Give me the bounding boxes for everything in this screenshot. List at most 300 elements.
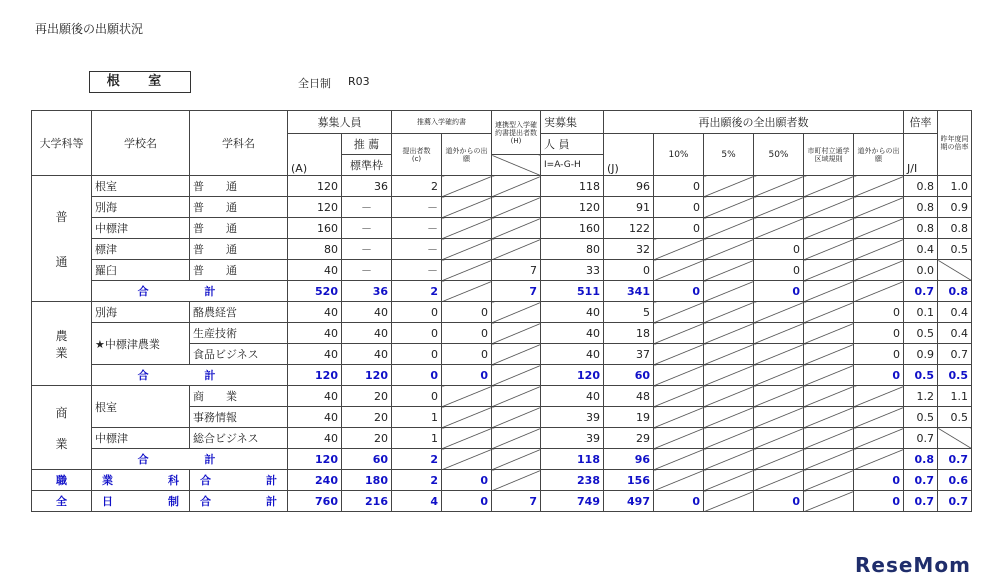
subtotal-label: 合 計 bbox=[92, 449, 288, 470]
school-cell: ★中標津農業 bbox=[92, 323, 190, 365]
prev-cell: 0.5 bbox=[938, 365, 972, 386]
blank-cell bbox=[754, 449, 804, 470]
p50-cell: 0 bbox=[754, 491, 804, 512]
resemom-logo: ReseMom bbox=[855, 553, 971, 577]
j-cell: 91 bbox=[604, 197, 654, 218]
header-school: 学校名 bbox=[92, 111, 190, 176]
b-cell: 216 bbox=[342, 491, 392, 512]
j-cell: 18 bbox=[604, 323, 654, 344]
a-cell: 80 bbox=[288, 239, 342, 260]
blank-cell bbox=[442, 386, 492, 407]
blank-cell bbox=[754, 344, 804, 365]
b-cell: 40 bbox=[342, 302, 392, 323]
blank-cell bbox=[854, 449, 904, 470]
p10-cell: 0 bbox=[654, 176, 704, 197]
table-row bbox=[32, 386, 972, 407]
header-ratio: 倍率 bbox=[904, 111, 938, 134]
header-all-applicants: 再出願後の全出願者数 bbox=[604, 111, 904, 134]
blank-cell bbox=[442, 176, 492, 197]
grand-total-row bbox=[32, 491, 972, 512]
j-cell: 48 bbox=[604, 386, 654, 407]
b-cell: 60 bbox=[342, 449, 392, 470]
blank-cell bbox=[854, 260, 904, 281]
school-cell: 中標津 bbox=[92, 218, 190, 239]
school-cell: 羅臼 bbox=[92, 260, 190, 281]
blank-cell bbox=[492, 176, 541, 197]
j-cell: 497 bbox=[604, 491, 654, 512]
subject-cell: 生産技術 bbox=[190, 323, 288, 344]
blank-cell bbox=[442, 239, 492, 260]
b-cell: － bbox=[342, 197, 392, 218]
blank-cell bbox=[442, 428, 492, 449]
j-cell: 96 bbox=[604, 176, 654, 197]
j-cell: 5 bbox=[604, 302, 654, 323]
blank-cell bbox=[704, 365, 754, 386]
prev-cell: 0.7 bbox=[938, 449, 972, 470]
blank-cell bbox=[442, 260, 492, 281]
j-cell: 341 bbox=[604, 281, 654, 302]
i-cell: 80 bbox=[541, 239, 604, 260]
j-cell: 29 bbox=[604, 428, 654, 449]
blank-cell bbox=[804, 197, 854, 218]
page-title: 再出願後の出願状況 bbox=[35, 22, 144, 36]
i-cell: 118 bbox=[541, 449, 604, 470]
blank-cell bbox=[654, 239, 704, 260]
ji-cell: 0.5 bbox=[904, 365, 938, 386]
subject-cell: 普 通 bbox=[190, 197, 288, 218]
header-ratio-ji: J/I bbox=[904, 134, 938, 176]
prev-cell: 0.8 bbox=[938, 218, 972, 239]
prev-cell: 0.8 bbox=[938, 281, 972, 302]
b-cell: 36 bbox=[342, 281, 392, 302]
c-cell: 2 bbox=[392, 176, 442, 197]
h-cell: 7 bbox=[492, 491, 541, 512]
a-cell: 120 bbox=[288, 176, 342, 197]
i-cell: 40 bbox=[541, 386, 604, 407]
header-consecutive: 連携型入学確約書提出者数(H) bbox=[492, 111, 541, 155]
blank-cell bbox=[754, 365, 804, 386]
a-cell: 520 bbox=[288, 281, 342, 302]
blank-cell bbox=[492, 239, 541, 260]
blank-cell bbox=[704, 449, 754, 470]
j-cell: 156 bbox=[604, 470, 654, 491]
b-cell: 40 bbox=[342, 323, 392, 344]
ji-cell: 0.0 bbox=[904, 260, 938, 281]
b-cell: 36 bbox=[342, 176, 392, 197]
ji-cell: 0.4 bbox=[904, 239, 938, 260]
i-cell: 40 bbox=[541, 302, 604, 323]
b-cell: － bbox=[342, 218, 392, 239]
category-futsu: 普 通 bbox=[32, 176, 92, 302]
c-cell: 0 bbox=[392, 323, 442, 344]
blank-cell bbox=[804, 218, 854, 239]
d-cell: 0 bbox=[442, 302, 492, 323]
c-cell: 2 bbox=[392, 281, 442, 302]
c-cell: － bbox=[392, 197, 442, 218]
year-label: R03 bbox=[348, 75, 370, 88]
blank-cell bbox=[492, 470, 541, 491]
table-row bbox=[32, 197, 972, 218]
blank-cell bbox=[704, 491, 754, 512]
school-cell: 根室 bbox=[92, 176, 190, 197]
header-rec-limit: 推 薦 bbox=[342, 134, 392, 155]
table-row bbox=[32, 323, 972, 344]
i-cell: 40 bbox=[541, 344, 604, 365]
blank-cell bbox=[492, 386, 541, 407]
blank-cell bbox=[654, 449, 704, 470]
blank-cell bbox=[804, 428, 854, 449]
p50-cell: 0 bbox=[754, 281, 804, 302]
ji-cell: 0.7 bbox=[904, 491, 938, 512]
blank-cell bbox=[704, 197, 754, 218]
i-cell: 160 bbox=[541, 218, 604, 239]
subject-cell: 普 通 bbox=[190, 218, 288, 239]
blank-cell bbox=[704, 176, 754, 197]
d-cell: 0 bbox=[442, 323, 492, 344]
subtotal-row bbox=[32, 365, 972, 386]
subject-cell: 普 通 bbox=[190, 239, 288, 260]
prev-cell: 0.7 bbox=[938, 491, 972, 512]
subject-cell: 食品ビジネス bbox=[190, 344, 288, 365]
blank-cell bbox=[492, 344, 541, 365]
d-cell: 0 bbox=[442, 470, 492, 491]
header-submitters: 提出者数 (c) bbox=[392, 134, 442, 176]
i-cell: 33 bbox=[541, 260, 604, 281]
blank-cell bbox=[754, 197, 804, 218]
blank-cell bbox=[492, 365, 541, 386]
prev-cell: 0.9 bbox=[938, 197, 972, 218]
o-cell: 0 bbox=[854, 470, 904, 491]
blank-cell bbox=[704, 239, 754, 260]
c-cell: 2 bbox=[392, 449, 442, 470]
blank-cell bbox=[804, 491, 854, 512]
blank-cell bbox=[654, 386, 704, 407]
c-cell: － bbox=[392, 260, 442, 281]
prev-cell: 0.7 bbox=[938, 344, 972, 365]
blank-cell bbox=[654, 428, 704, 449]
blank-cell bbox=[492, 428, 541, 449]
header-municipal: 市町村立通学区域規則 bbox=[804, 134, 854, 176]
i-cell: 120 bbox=[541, 365, 604, 386]
header-recruit: 募集人員 bbox=[288, 111, 392, 134]
b-cell: － bbox=[342, 260, 392, 281]
school-cell: 根室 bbox=[92, 386, 190, 428]
p10-cell: 0 bbox=[654, 218, 704, 239]
blank-cell bbox=[654, 260, 704, 281]
p10-cell: 0 bbox=[654, 491, 704, 512]
blank-cell bbox=[754, 302, 804, 323]
header-h-blank bbox=[492, 155, 541, 176]
p50-cell: 0 bbox=[754, 260, 804, 281]
i-cell: 511 bbox=[541, 281, 604, 302]
ji-cell: 0.7 bbox=[904, 470, 938, 491]
blank-cell bbox=[754, 407, 804, 428]
b-cell: 120 bbox=[342, 365, 392, 386]
total-label: 合 計 bbox=[190, 470, 288, 491]
ji-cell: 0.1 bbox=[904, 302, 938, 323]
blank-cell bbox=[704, 386, 754, 407]
c-cell: 1 bbox=[392, 428, 442, 449]
ji-cell: 0.5 bbox=[904, 323, 938, 344]
p10-cell: 0 bbox=[654, 281, 704, 302]
subject-cell: 商 業 bbox=[190, 386, 288, 407]
category-nogyo: 農 業 bbox=[32, 302, 92, 386]
subtotal-label: 合 計 bbox=[92, 281, 288, 302]
blank-cell bbox=[754, 323, 804, 344]
subject-cell: 普 通 bbox=[190, 260, 288, 281]
table-row bbox=[32, 239, 972, 260]
i-cell: 238 bbox=[541, 470, 604, 491]
blank-cell bbox=[442, 218, 492, 239]
c-cell: － bbox=[392, 218, 442, 239]
blank-cell bbox=[442, 449, 492, 470]
course-label: 全日制 bbox=[298, 77, 331, 90]
blank-cell bbox=[754, 218, 804, 239]
a-cell: 40 bbox=[288, 344, 342, 365]
i-cell: 749 bbox=[541, 491, 604, 512]
a-cell: 40 bbox=[288, 302, 342, 323]
ji-cell: 0.8 bbox=[904, 176, 938, 197]
o-cell: 0 bbox=[854, 323, 904, 344]
a-cell: 240 bbox=[288, 470, 342, 491]
blank-cell bbox=[442, 281, 492, 302]
c-cell: 0 bbox=[392, 386, 442, 407]
blank-cell bbox=[704, 323, 754, 344]
prev-cell: 0.4 bbox=[938, 323, 972, 344]
blank-cell bbox=[804, 344, 854, 365]
header-subject: 学科名 bbox=[190, 111, 288, 176]
b-cell: 20 bbox=[342, 407, 392, 428]
subtotal-label: 合 計 bbox=[92, 365, 288, 386]
blank-cell bbox=[804, 407, 854, 428]
j-cell: 96 bbox=[604, 449, 654, 470]
total-label: 合 計 bbox=[190, 491, 288, 512]
blank-cell bbox=[704, 281, 754, 302]
a-cell: 120 bbox=[288, 365, 342, 386]
ji-cell: 0.7 bbox=[904, 281, 938, 302]
header-university: 大学科等 bbox=[32, 111, 92, 176]
j-cell: 0 bbox=[604, 260, 654, 281]
header-actual-recruit-2: 人 員 bbox=[541, 134, 604, 155]
c-cell: 0 bbox=[392, 365, 442, 386]
subject-cell: 普 通 bbox=[190, 176, 288, 197]
blank-cell bbox=[704, 260, 754, 281]
blank-cell bbox=[442, 407, 492, 428]
blank-cell bbox=[754, 470, 804, 491]
total-label: 全 bbox=[32, 491, 92, 512]
subject-cell: 事務情報 bbox=[190, 407, 288, 428]
b-cell: 20 bbox=[342, 428, 392, 449]
header-actual-recruit: 実募集 bbox=[541, 111, 604, 134]
c-cell: 0 bbox=[392, 344, 442, 365]
blank-cell bbox=[654, 344, 704, 365]
blank-cell bbox=[754, 428, 804, 449]
table-row bbox=[32, 218, 972, 239]
j-cell: 122 bbox=[604, 218, 654, 239]
table-row bbox=[32, 260, 972, 281]
header-p10: 10% bbox=[654, 134, 704, 176]
prev-cell: 0.5 bbox=[938, 239, 972, 260]
school-cell: 標津 bbox=[92, 239, 190, 260]
subject-cell: 総合ビジネス bbox=[190, 428, 288, 449]
subtotal-row bbox=[32, 449, 972, 470]
blank-cell bbox=[654, 407, 704, 428]
blank-cell bbox=[804, 260, 854, 281]
ji-cell: 0.8 bbox=[904, 218, 938, 239]
blank-cell bbox=[804, 365, 854, 386]
a-cell: 40 bbox=[288, 428, 342, 449]
i-cell: 39 bbox=[541, 428, 604, 449]
blank-cell bbox=[854, 197, 904, 218]
p10-cell: 0 bbox=[654, 197, 704, 218]
h-cell: 7 bbox=[492, 281, 541, 302]
header-p50: 50% bbox=[754, 134, 804, 176]
a-cell: 120 bbox=[288, 449, 342, 470]
i-cell: 39 bbox=[541, 407, 604, 428]
blank-cell bbox=[492, 449, 541, 470]
j-cell: 32 bbox=[604, 239, 654, 260]
b-cell: 40 bbox=[342, 344, 392, 365]
blank-cell bbox=[754, 176, 804, 197]
school-cell: 中標津 bbox=[92, 428, 190, 449]
blank-cell bbox=[704, 407, 754, 428]
vocational-total-row bbox=[32, 470, 972, 491]
blank-cell bbox=[854, 218, 904, 239]
blank-cell bbox=[654, 302, 704, 323]
j-cell: 60 bbox=[604, 365, 654, 386]
header-p5: 5% bbox=[704, 134, 754, 176]
header-formula: I=A-G-H bbox=[541, 155, 604, 176]
blank-cell bbox=[654, 470, 704, 491]
blank-cell bbox=[704, 470, 754, 491]
blank-cell bbox=[938, 428, 972, 449]
d-cell: 0 bbox=[442, 344, 492, 365]
o-cell: 0 bbox=[854, 365, 904, 386]
blank-cell bbox=[804, 470, 854, 491]
region-label: 根 室 bbox=[89, 71, 191, 93]
prev-cell: 1.0 bbox=[938, 176, 972, 197]
o-cell: 0 bbox=[854, 491, 904, 512]
header-rec-entry: 推薦入学確約書 bbox=[392, 111, 492, 134]
j-cell: 37 bbox=[604, 344, 654, 365]
blank-cell bbox=[854, 407, 904, 428]
prev-cell: 0.6 bbox=[938, 470, 972, 491]
blank-cell bbox=[854, 239, 904, 260]
b-cell: 180 bbox=[342, 470, 392, 491]
ji-cell: 0.8 bbox=[904, 197, 938, 218]
o-cell: 0 bbox=[854, 344, 904, 365]
table-row bbox=[32, 176, 972, 197]
a-cell: 760 bbox=[288, 491, 342, 512]
prev-cell: 1.1 bbox=[938, 386, 972, 407]
blank-cell bbox=[938, 260, 972, 281]
header-outside-2: 道外からの出願 bbox=[854, 134, 904, 176]
ji-cell: 0.7 bbox=[904, 428, 938, 449]
table-row bbox=[32, 302, 972, 323]
school-cell: 別海 bbox=[92, 302, 190, 323]
blank-cell bbox=[704, 344, 754, 365]
ji-cell: 0.8 bbox=[904, 449, 938, 470]
blank-cell bbox=[704, 302, 754, 323]
i-cell: 120 bbox=[541, 197, 604, 218]
c-cell: － bbox=[392, 239, 442, 260]
blank-cell bbox=[492, 197, 541, 218]
total-label: 業 科 bbox=[92, 470, 190, 491]
ji-cell: 1.2 bbox=[904, 386, 938, 407]
blank-cell bbox=[804, 176, 854, 197]
a-cell: 120 bbox=[288, 197, 342, 218]
blank-cell bbox=[854, 176, 904, 197]
h-cell: 7 bbox=[492, 260, 541, 281]
subtotal-row bbox=[32, 281, 972, 302]
blank-cell bbox=[492, 218, 541, 239]
blank-cell bbox=[804, 323, 854, 344]
header-outside: 道外からの出願 bbox=[442, 134, 492, 176]
d-cell: 0 bbox=[442, 491, 492, 512]
blank-cell bbox=[492, 302, 541, 323]
school-cell: 別海 bbox=[92, 197, 190, 218]
a-cell: 40 bbox=[288, 386, 342, 407]
b-cell: － bbox=[342, 239, 392, 260]
total-label: 職 bbox=[32, 470, 92, 491]
blank-cell bbox=[442, 197, 492, 218]
b-cell: 20 bbox=[342, 386, 392, 407]
ji-cell: 0.5 bbox=[904, 407, 938, 428]
prev-cell: 0.5 bbox=[938, 407, 972, 428]
d-cell: 0 bbox=[442, 365, 492, 386]
blank-cell bbox=[804, 449, 854, 470]
i-cell: 40 bbox=[541, 323, 604, 344]
a-cell: 40 bbox=[288, 260, 342, 281]
c-cell: 2 bbox=[392, 470, 442, 491]
blank-cell bbox=[754, 386, 804, 407]
category-shogyo: 商 業 bbox=[32, 386, 92, 470]
blank-cell bbox=[492, 323, 541, 344]
table-row bbox=[32, 428, 972, 449]
prev-cell: 0.4 bbox=[938, 302, 972, 323]
blank-cell bbox=[804, 281, 854, 302]
header-prev-ratio: 昨年度同期の倍率 bbox=[938, 111, 972, 176]
ji-cell: 0.9 bbox=[904, 344, 938, 365]
application-table bbox=[31, 110, 972, 512]
p50-cell: 0 bbox=[754, 239, 804, 260]
header-j-mark: (J) bbox=[604, 134, 654, 176]
blank-cell bbox=[804, 386, 854, 407]
c-cell: 4 bbox=[392, 491, 442, 512]
j-cell: 19 bbox=[604, 407, 654, 428]
blank-cell bbox=[854, 281, 904, 302]
a-cell: 40 bbox=[288, 407, 342, 428]
header-row-1 bbox=[32, 111, 972, 134]
blank-cell bbox=[654, 323, 704, 344]
a-cell: 160 bbox=[288, 218, 342, 239]
blank-cell bbox=[704, 428, 754, 449]
a-cell: 40 bbox=[288, 323, 342, 344]
blank-cell bbox=[492, 407, 541, 428]
header-a-mark: (A) bbox=[288, 134, 342, 176]
header-rec-limit-2: 標準枠 bbox=[342, 155, 392, 176]
blank-cell bbox=[854, 428, 904, 449]
subject-cell: 酪農経営 bbox=[190, 302, 288, 323]
blank-cell bbox=[704, 218, 754, 239]
i-cell: 118 bbox=[541, 176, 604, 197]
blank-cell bbox=[854, 386, 904, 407]
c-cell: 0 bbox=[392, 302, 442, 323]
total-label: 日 制 bbox=[92, 491, 190, 512]
blank-cell bbox=[804, 302, 854, 323]
c-cell: 1 bbox=[392, 407, 442, 428]
blank-cell bbox=[804, 239, 854, 260]
